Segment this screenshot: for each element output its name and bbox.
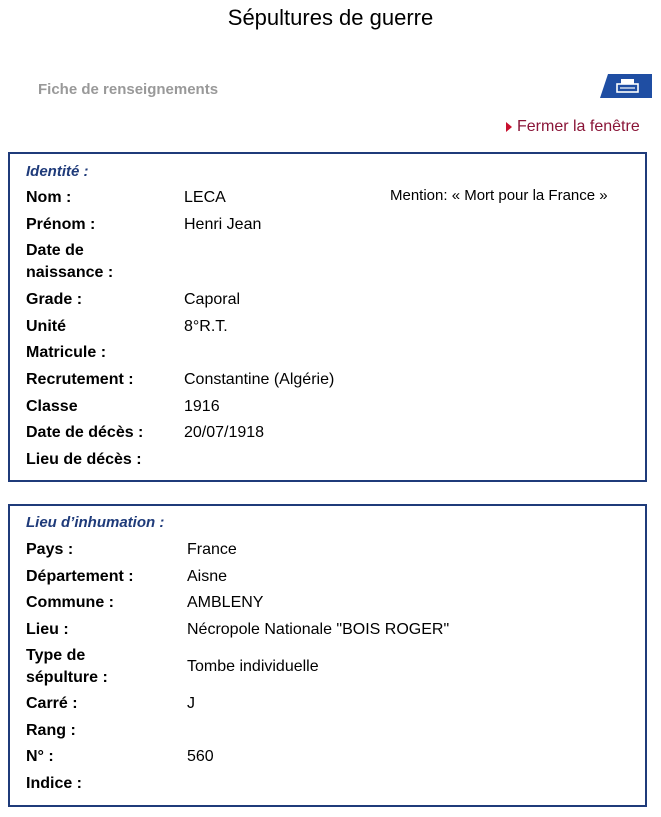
label-pays: Pays : <box>26 541 74 558</box>
label-recrutement: Recrutement : <box>26 371 134 388</box>
label-numero: N° : <box>26 748 54 765</box>
value-type-sepulture: Tombe individuelle <box>187 658 319 675</box>
label-classe: Classe <box>26 398 78 415</box>
label-rang: Rang : <box>26 722 76 739</box>
identity-section-title: Identité : <box>26 163 89 180</box>
label-matricule: Matricule : <box>26 344 107 361</box>
label-type-sepulture-line1: Type de <box>26 647 86 664</box>
label-date-naissance-line1: Date de <box>26 242 84 259</box>
label-lieu: Lieu : <box>26 621 69 638</box>
label-grade: Grade : <box>26 291 83 308</box>
value-departement: Aisne <box>187 568 228 585</box>
close-window-label: Fermer la fenêtre <box>517 118 640 135</box>
value-lieu: Nécropole Nationale "BOIS ROGER" <box>187 621 450 638</box>
value-unite: 8°R.T. <box>184 318 228 335</box>
value-classe: 1916 <box>184 398 220 415</box>
label-lieu-deces: Lieu de décès : <box>26 451 142 468</box>
value-numero: 560 <box>187 748 214 765</box>
label-commune: Commune : <box>26 594 114 611</box>
label-nom: Nom : <box>26 189 72 206</box>
close-window-link[interactable] <box>506 118 640 136</box>
label-date-naissance-line2: naissance : <box>26 264 114 281</box>
burial-place-panel <box>8 504 647 807</box>
value-carre: J <box>187 695 195 712</box>
label-unite: Unité <box>26 318 66 335</box>
burial-section-title: Lieu d’inhumation : <box>26 514 165 531</box>
value-pays: France <box>187 541 237 558</box>
label-prenom: Prénom : <box>26 216 96 233</box>
printer-icon <box>600 74 652 98</box>
identity-panel <box>8 152 647 482</box>
value-commune: AMBLENY <box>187 594 264 611</box>
mention-text: Mention: « Mort pour la France » <box>390 187 608 204</box>
value-grade: Caporal <box>184 291 241 308</box>
label-carre: Carré : <box>26 695 78 712</box>
page-subtitle: Fiche de renseignements <box>38 81 219 98</box>
page-title: Sépultures de guerre <box>227 5 434 30</box>
value-prenom: Henri Jean <box>184 216 262 233</box>
value-recrutement: Constantine (Algérie) <box>184 371 335 388</box>
label-indice: Indice : <box>26 775 83 792</box>
arrow-right-icon <box>506 122 512 132</box>
label-date-deces: Date de décès : <box>26 424 144 441</box>
value-date-deces: 20/07/1918 <box>184 424 265 441</box>
print-button[interactable] <box>600 74 652 98</box>
label-type-sepulture-line2: sépulture : <box>26 669 108 686</box>
value-nom: LECA <box>184 189 226 206</box>
label-departement: Département : <box>26 568 134 585</box>
